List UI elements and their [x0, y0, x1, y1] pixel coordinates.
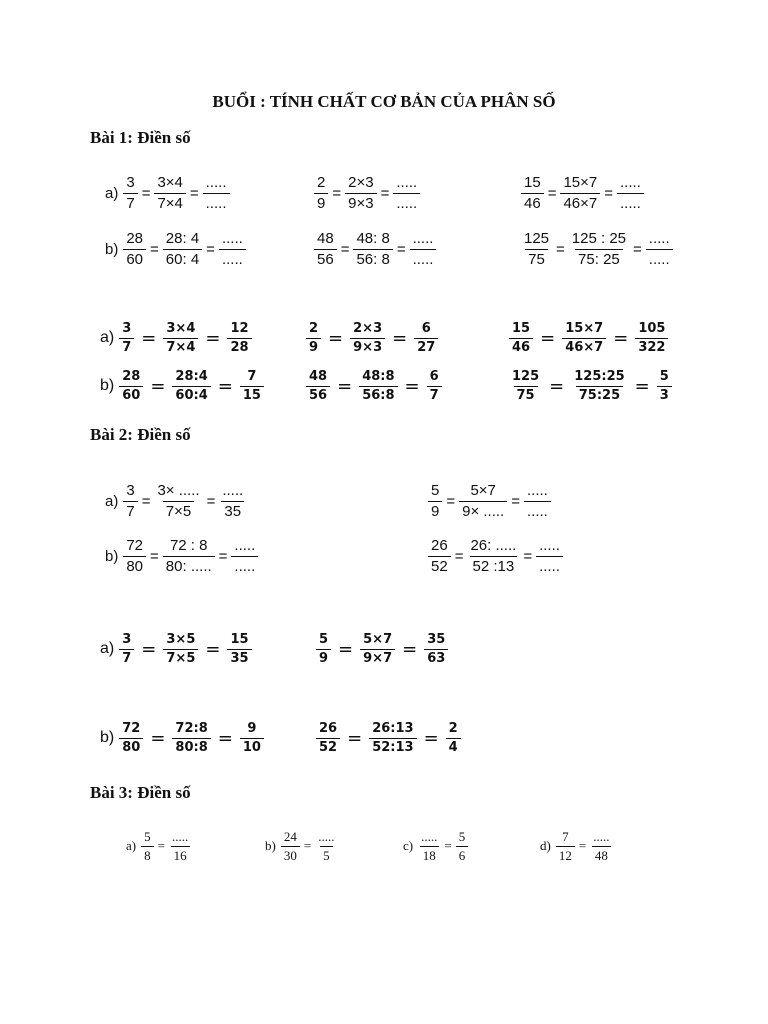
numerator: 26: ..... — [470, 537, 517, 554]
denominator: 9×7 — [360, 649, 395, 666]
fraction — [428, 483, 442, 520]
equals-sign: = — [549, 375, 565, 397]
numerator: 28 — [122, 369, 141, 384]
numerator: 48: 8 — [356, 230, 390, 247]
numerator: 5 — [319, 632, 329, 647]
denominator: 7×5 — [163, 501, 194, 520]
fraction — [281, 830, 300, 862]
fraction — [353, 231, 392, 268]
numerator: ..... — [526, 482, 548, 499]
fraction — [169, 830, 191, 862]
equation — [105, 538, 259, 575]
numerator: 7 — [562, 829, 569, 844]
numerator: ..... — [318, 829, 335, 844]
equals-sign: = — [454, 547, 464, 565]
fraction — [231, 538, 258, 575]
denominator: 7×4 — [163, 338, 198, 355]
fraction — [306, 370, 330, 402]
denominator: 60 — [119, 386, 143, 403]
fraction — [314, 231, 337, 268]
denominator: ..... — [524, 501, 551, 520]
denominator: 30 — [281, 846, 300, 863]
numerator: 6 — [429, 369, 439, 384]
fraction — [123, 483, 137, 520]
item-label: b) — [105, 547, 119, 565]
denominator: 60: 4 — [163, 249, 202, 268]
equation — [100, 370, 265, 402]
denominator: 10 — [240, 738, 264, 755]
fraction — [556, 830, 575, 862]
equals-sign: = — [206, 240, 215, 258]
equals-sign: = — [380, 184, 390, 202]
numerator: 26:13 — [372, 721, 414, 736]
equals-sign: = — [303, 838, 312, 854]
fraction — [119, 370, 143, 402]
fraction — [227, 322, 251, 354]
numerator: 72 : 8 — [169, 537, 208, 554]
numerator: 3×5 — [166, 632, 196, 647]
denominator: 8 — [141, 846, 154, 863]
fraction — [393, 175, 420, 212]
bai2-heading: Bài 2: Điền số — [90, 425, 191, 444]
numerator: ..... — [234, 537, 256, 554]
fraction — [316, 633, 331, 665]
equals-sign: = — [634, 375, 650, 397]
denominator: 75 — [525, 249, 548, 268]
equation — [520, 175, 645, 212]
item-label: b) — [265, 838, 276, 854]
fraction — [369, 722, 416, 754]
equation — [105, 231, 247, 268]
equals-sign: = — [141, 492, 151, 510]
numerator: 7 — [247, 369, 257, 384]
item-label: c) — [403, 838, 414, 854]
denominator: 7 — [123, 193, 137, 212]
equals-sign: = — [150, 547, 159, 565]
denominator: 322 — [635, 338, 668, 355]
fraction — [459, 483, 507, 520]
denominator: ..... — [231, 556, 258, 575]
fraction — [154, 175, 185, 212]
denominator: 5 — [320, 846, 333, 863]
equals-sign: = — [338, 638, 354, 660]
equals-sign: = — [150, 375, 166, 397]
denominator: 56 — [306, 386, 330, 403]
numerator: 15 — [512, 321, 531, 336]
item-label: a) — [126, 838, 137, 854]
equation — [305, 322, 439, 354]
denominator: 46 — [509, 338, 533, 355]
equation — [508, 322, 669, 354]
equals-sign: = — [633, 240, 642, 258]
equation — [265, 830, 338, 862]
equals-sign: = — [402, 638, 418, 660]
denominator: 75 — [514, 386, 538, 403]
numerator: 9 — [247, 721, 257, 736]
numerator: 15 — [524, 174, 541, 191]
equation — [508, 370, 673, 402]
fraction — [646, 231, 673, 268]
numerator: 35 — [427, 632, 446, 647]
fraction — [521, 175, 544, 212]
item-label: b) — [100, 729, 115, 747]
fraction — [590, 830, 612, 862]
fraction — [562, 322, 606, 354]
equation — [105, 483, 247, 520]
equals-sign: = — [141, 638, 157, 660]
fraction — [119, 322, 134, 354]
fraction — [360, 633, 395, 665]
equals-sign: = — [141, 327, 157, 349]
denominator: 7 — [123, 501, 137, 520]
denominator: 60 — [123, 249, 146, 268]
denominator: 52 — [316, 738, 340, 755]
equals-sign: = — [189, 184, 199, 202]
denominator: ..... — [219, 249, 246, 268]
equals-sign: = — [328, 327, 344, 349]
denominator: ..... — [203, 193, 230, 212]
fraction — [316, 722, 340, 754]
fraction — [227, 633, 251, 665]
denominator: ..... — [536, 556, 563, 575]
numerator: ..... — [221, 230, 243, 247]
equals-sign: = — [423, 727, 439, 749]
item-label: a) — [100, 329, 115, 347]
fraction — [428, 538, 451, 575]
equals-sign: = — [444, 838, 452, 854]
fraction — [569, 231, 629, 268]
fraction — [306, 322, 321, 354]
numerator: 72 — [126, 537, 144, 554]
denominator: 9×3 — [350, 338, 385, 355]
item-label: b) — [105, 240, 119, 258]
numerator: 15×7 — [563, 174, 598, 191]
denominator: 80:8 — [172, 738, 210, 755]
fraction — [219, 483, 246, 520]
numerator: ..... — [205, 174, 227, 191]
denominator: 60:4 — [172, 386, 210, 403]
numerator: 48:8 — [362, 369, 395, 384]
denominator: 9 — [306, 338, 321, 355]
numerator: 5 — [144, 829, 151, 844]
denominator: 56:8 — [359, 386, 397, 403]
fraction — [446, 722, 461, 754]
fraction — [418, 830, 440, 862]
equation — [126, 830, 192, 862]
fraction — [467, 538, 519, 575]
numerator: ..... — [222, 482, 244, 499]
fraction — [123, 231, 146, 268]
equation — [100, 722, 265, 754]
fraction — [617, 175, 644, 212]
numerator: 125 — [512, 369, 540, 384]
equals-sign: = — [206, 492, 216, 510]
equals-sign: = — [337, 375, 353, 397]
fraction — [350, 322, 385, 354]
denominator: 6 — [456, 846, 469, 863]
denominator: 18 — [420, 846, 439, 863]
item-label: b) — [100, 377, 115, 395]
denominator: 3 — [657, 386, 672, 403]
fraction — [509, 322, 533, 354]
fraction — [119, 722, 143, 754]
numerator: 72 — [122, 721, 141, 736]
numerator: 15×7 — [565, 321, 604, 336]
equation — [540, 830, 613, 862]
fraction — [154, 483, 202, 520]
fraction — [345, 175, 376, 212]
fraction — [509, 370, 542, 402]
fraction — [163, 538, 215, 575]
fraction — [141, 830, 154, 862]
fraction — [219, 231, 246, 268]
denominator: 7×5 — [163, 649, 198, 666]
numerator: ..... — [593, 829, 610, 844]
denominator: 48 — [592, 846, 611, 863]
numerator: 2×3 — [348, 174, 374, 191]
numerator: 24 — [283, 829, 297, 844]
numerator: 28:4 — [175, 369, 208, 384]
fraction — [240, 722, 264, 754]
denominator: ..... — [410, 249, 437, 268]
equals-sign: = — [540, 327, 556, 349]
numerator: 26 — [431, 537, 448, 554]
fraction — [427, 370, 442, 402]
item-label: a) — [105, 492, 119, 510]
fraction — [163, 231, 202, 268]
equals-sign: = — [217, 375, 233, 397]
equals-sign: = — [157, 838, 165, 854]
denominator: 9 — [314, 193, 328, 212]
numerator: 5 — [659, 369, 669, 384]
fraction — [521, 231, 552, 268]
numerator: ..... — [171, 829, 189, 844]
denominator: 75: 25 — [575, 249, 623, 268]
denominator: 9×3 — [345, 193, 376, 212]
numerator: 105 — [638, 321, 666, 336]
numerator: ..... — [648, 230, 670, 247]
numerator: 28: 4 — [165, 230, 200, 247]
denominator: 7 — [427, 386, 442, 403]
fraction — [536, 538, 563, 575]
equation — [315, 633, 449, 665]
fraction — [359, 370, 397, 402]
fraction — [414, 322, 438, 354]
equation — [305, 370, 443, 402]
numerator: 15 — [230, 632, 249, 647]
equals-sign: = — [547, 184, 557, 202]
equals-sign: = — [523, 547, 533, 565]
denominator: 56: 8 — [353, 249, 392, 268]
equals-sign: = — [218, 547, 228, 565]
fraction — [123, 175, 137, 212]
equals-sign: = — [604, 184, 614, 202]
equals-sign: = — [578, 838, 587, 854]
denominator: 80 — [123, 556, 146, 575]
equals-sign: = — [205, 638, 221, 660]
equals-sign: = — [613, 327, 629, 349]
fraction — [524, 483, 551, 520]
denominator: 28 — [227, 338, 251, 355]
numerator: 48 — [317, 230, 334, 247]
denominator: 52 :13 — [470, 556, 518, 575]
equals-sign: = — [217, 727, 233, 749]
numerator: 125 — [524, 230, 550, 247]
numerator: 5×7 — [470, 482, 496, 499]
equation — [403, 830, 469, 862]
denominator: 7 — [119, 649, 134, 666]
equals-sign: = — [205, 327, 221, 349]
equals-sign: = — [347, 727, 363, 749]
numerator: 2 — [309, 321, 319, 336]
equals-sign: = — [511, 492, 520, 510]
equation — [100, 633, 253, 665]
denominator: 46 — [521, 193, 544, 212]
fraction — [163, 633, 198, 665]
numerator: 125 : 25 — [571, 230, 627, 247]
denominator: 7×4 — [154, 193, 185, 212]
denominator: 27 — [414, 338, 438, 355]
denominator: 75:25 — [576, 386, 623, 403]
denominator: 12 — [556, 846, 575, 863]
denominator: 9× ..... — [459, 501, 507, 520]
item-label: d) — [540, 838, 551, 854]
numerator: 2×3 — [353, 321, 383, 336]
denominator: 4 — [446, 738, 461, 755]
fraction — [119, 633, 134, 665]
fraction — [410, 231, 437, 268]
equals-sign: = — [141, 184, 151, 202]
fraction — [203, 175, 230, 212]
denominator: 15 — [240, 386, 264, 403]
equation — [520, 231, 674, 268]
denominator: 52:13 — [369, 738, 416, 755]
equals-sign: = — [392, 327, 408, 349]
denominator: 63 — [424, 649, 448, 666]
denominator: 9 — [316, 649, 331, 666]
equals-sign: = — [396, 240, 406, 258]
fraction — [172, 370, 210, 402]
fraction — [657, 370, 672, 402]
equation — [427, 538, 564, 575]
numerator: ..... — [412, 230, 434, 247]
numerator: 3×4 — [157, 174, 183, 191]
denominator: 9 — [428, 501, 442, 520]
numerator: 2 — [448, 721, 458, 736]
numerator: 26 — [319, 721, 338, 736]
equation — [105, 175, 231, 212]
numerator: 3 — [122, 321, 132, 336]
numerator: 3×4 — [166, 321, 196, 336]
numerator: 3× ..... — [157, 482, 200, 499]
numerator: ..... — [620, 174, 641, 191]
equation — [315, 722, 462, 754]
equals-sign: = — [404, 375, 420, 397]
equation — [100, 322, 253, 354]
equals-sign: = — [556, 240, 565, 258]
numerator: ..... — [396, 174, 418, 191]
equals-sign: = — [332, 184, 342, 202]
equation — [427, 483, 552, 520]
equals-sign: = — [150, 727, 166, 749]
numerator: 3 — [122, 632, 132, 647]
page-title: BUỔI : TÍNH CHẤT CƠ BẢN CỦA PHÂN SỐ — [212, 92, 556, 111]
numerator: 28 — [126, 230, 144, 247]
numerator: 72:8 — [175, 721, 208, 736]
numerator: 2 — [317, 174, 326, 191]
denominator: 35 — [227, 649, 251, 666]
fraction — [123, 538, 146, 575]
fraction — [314, 175, 328, 212]
fraction — [172, 722, 210, 754]
denominator: 7 — [119, 338, 134, 355]
item-label: a) — [105, 184, 119, 202]
fraction — [635, 322, 668, 354]
equals-sign: = — [446, 492, 456, 510]
denominator: 56 — [314, 249, 337, 268]
equals-sign: = — [340, 240, 350, 258]
numerator: ..... — [539, 537, 560, 554]
numerator: ..... — [421, 829, 438, 844]
fraction — [560, 175, 600, 212]
numerator: 3 — [126, 482, 135, 499]
numerator: 48 — [309, 369, 328, 384]
fraction — [456, 830, 469, 862]
fraction — [315, 830, 337, 862]
denominator: 46×7 — [560, 193, 600, 212]
fraction — [163, 322, 198, 354]
denominator: ..... — [617, 193, 644, 212]
fraction — [424, 633, 448, 665]
denominator: ..... — [646, 249, 673, 268]
numerator: 5 — [431, 482, 440, 499]
item-label: a) — [100, 640, 115, 658]
numerator: 12 — [230, 321, 249, 336]
fraction — [571, 370, 627, 402]
equation — [313, 231, 437, 268]
bai3-heading: Bài 3: Điền số — [90, 783, 191, 802]
bai1-heading: Bài 1: Điền số — [90, 128, 191, 147]
denominator: 80 — [119, 738, 143, 755]
denominator: 16 — [171, 846, 190, 863]
numerator: 5 — [458, 829, 466, 844]
equation — [313, 175, 421, 212]
numerator: 6 — [421, 321, 431, 336]
numerator: 5×7 — [363, 632, 393, 647]
denominator: 46×7 — [562, 338, 606, 355]
numerator: 3 — [126, 174, 135, 191]
denominator: 52 — [428, 556, 451, 575]
numerator: 125:25 — [574, 369, 625, 384]
denominator: 80: ..... — [163, 556, 215, 575]
fraction — [240, 370, 264, 402]
denominator: 35 — [221, 501, 244, 520]
denominator: ..... — [393, 193, 420, 212]
equals-sign: = — [150, 240, 159, 258]
